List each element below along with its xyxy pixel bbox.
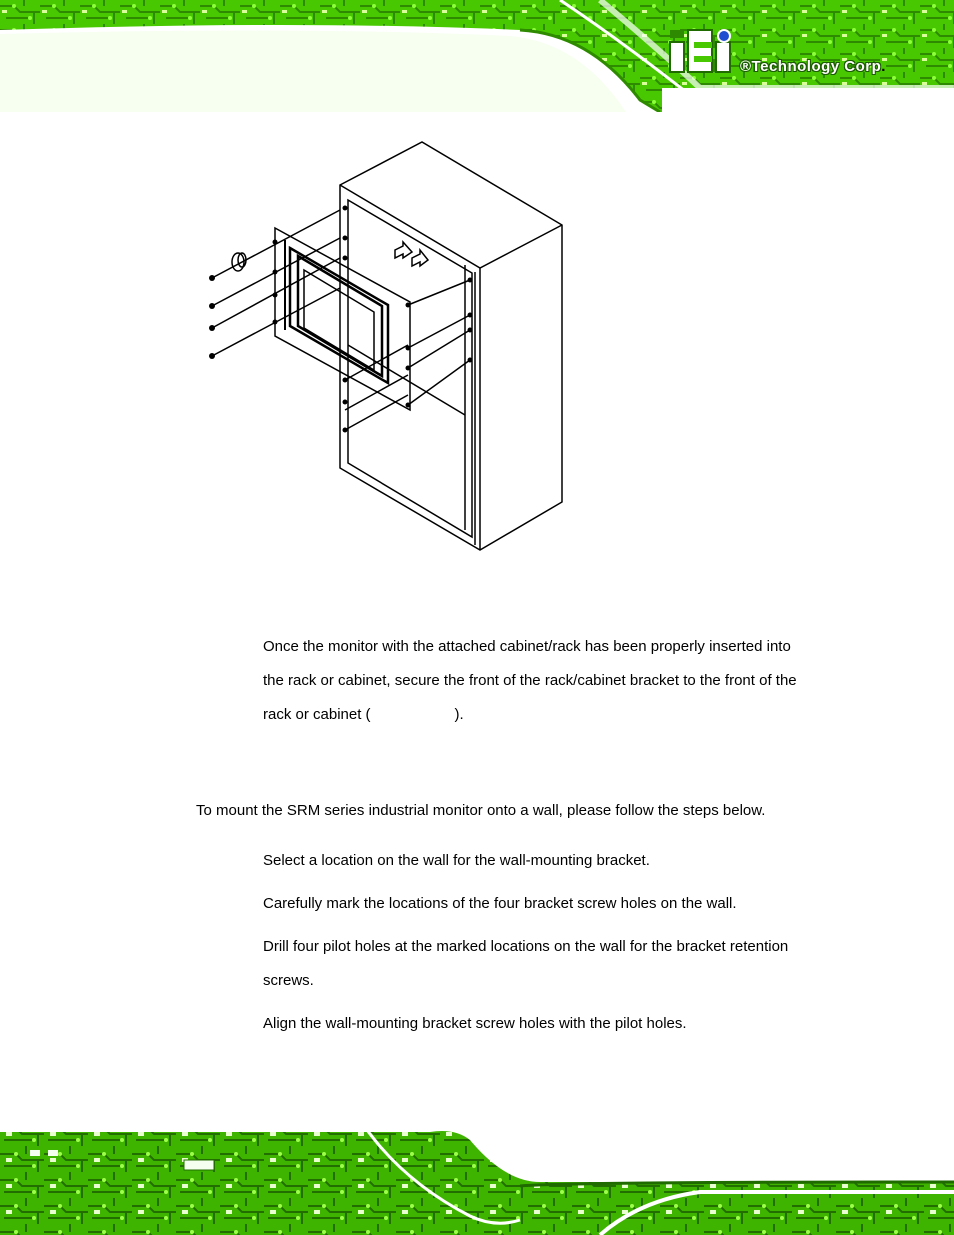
paragraph-line-end: ). [454,706,464,723]
wall-mount-intro: To mount the SRM series industrial monitor onto a wall, please follow the steps below. [196,802,766,819]
header-banner [0,0,954,112]
brand-tagline: ®Technology Corp. [740,58,886,75]
step-item: Select a location on the wall for the wall-mounting bracket. [263,852,650,869]
iei-logo-icon [670,30,730,72]
paragraph-line: Once the monitor with the attached cabinet/rack has been properly inserted into [263,638,791,655]
rack-bracket-paragraph [263,630,823,732]
cabinet-mounting-diagram [190,130,590,570]
step-item: Drill four pilot holes at the marked locations on the wall for the bracket retention [263,938,789,955]
paragraph-line [263,698,823,732]
paragraph-line: the rack or cabinet, secure the front of the rack/cabinet bracket to the front of the [263,672,797,689]
step-item-continuation: screws. [263,972,314,989]
step-item: Align the wall-mounting bracket screw holes with the pilot holes. [263,1015,687,1032]
step-item: Carefully mark the locations of the four bracket screw holes on the wall. [263,895,737,912]
paragraph-line-start: rack or cabinet ( [263,706,371,723]
footer-banner [0,1120,954,1235]
